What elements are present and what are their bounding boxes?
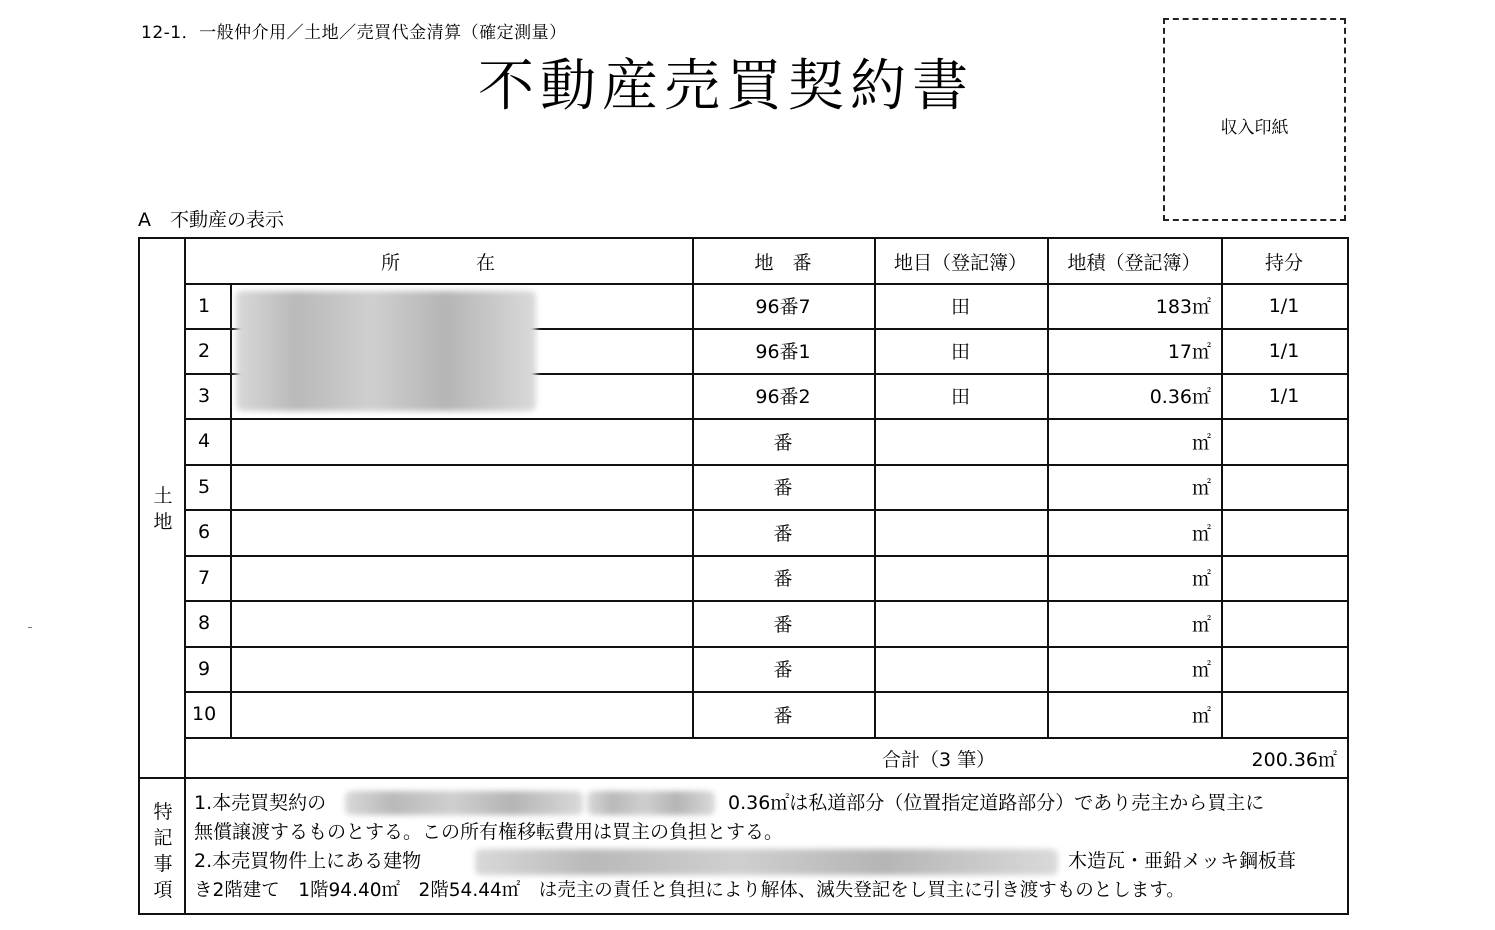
row-number: 1	[198, 294, 211, 317]
header-share: 持分	[1264, 251, 1303, 274]
row-number: 8	[198, 612, 211, 634]
lot-number: 番	[773, 522, 793, 545]
redacted-location	[236, 291, 536, 411]
row-number: 5	[198, 475, 211, 498]
lot-number: 番	[773, 431, 793, 454]
note-line-1b: 0.36㎡は私道部分（位置指定道路部分）であり売主から買主に	[728, 792, 1265, 814]
land-area: ㎡	[1191, 568, 1211, 590]
land-group-label: 土地	[153, 485, 173, 533]
land-area: ㎡	[1191, 522, 1211, 545]
form-code: 12-1．一般仲介用／土地／売買代金清算（確定測量）	[141, 23, 567, 43]
redacted-text	[475, 849, 1058, 875]
document-title: 不動産売買契約書	[478, 54, 974, 119]
land-area: 17㎡	[1167, 341, 1211, 363]
total-area: 200.36㎡	[1251, 748, 1337, 771]
revenue-stamp-label: 収入印紙	[1220, 118, 1289, 138]
lot-number: 番	[773, 568, 793, 590]
land-table	[138, 237, 1349, 915]
row-number: 9	[198, 657, 211, 680]
land-area: ㎡	[1191, 431, 1211, 454]
land-area: ㎡	[1191, 477, 1211, 499]
header-land-category: 地目（登記簿）	[893, 251, 1027, 274]
header-land-area: 地積（登記簿）	[1067, 251, 1201, 274]
lot-number: 番	[773, 477, 793, 499]
lot-number: 96番7	[755, 296, 811, 318]
land-area: ㎡	[1191, 659, 1211, 681]
lot-number: 番	[773, 659, 793, 681]
header-location: 所 在	[380, 251, 495, 274]
note-line-3a: 2.本売買物件上にある建物	[194, 850, 422, 872]
land-area: 183㎡	[1155, 296, 1211, 318]
land-share: 1/1	[1268, 294, 1300, 317]
land-share: 1/1	[1268, 339, 1300, 362]
margin-mark	[28, 627, 32, 628]
total-label: 合計（3 筆）	[882, 748, 996, 771]
land-area: ㎡	[1191, 704, 1211, 727]
land-category: 田	[950, 296, 970, 318]
land-share: 1/1	[1268, 384, 1300, 407]
land-area: ㎡	[1191, 613, 1211, 636]
lot-number: 96番1	[755, 341, 811, 363]
land-area: 0.36㎡	[1149, 386, 1211, 408]
note-line-1a: 1.本売買契約の	[194, 792, 327, 814]
redacted-text	[345, 791, 583, 815]
row-number: 2	[198, 339, 211, 362]
row-number: 6	[198, 521, 211, 543]
row-number: 4	[198, 430, 211, 452]
special-notes-label: 特記事項	[153, 801, 173, 901]
land-category: 田	[950, 386, 970, 408]
lot-number: 番	[773, 704, 793, 727]
redacted-text	[587, 791, 715, 815]
header-lot-number: 地 番	[754, 251, 812, 274]
section-a-heading: A 不動産の表示	[138, 209, 284, 231]
note-line-4: き2階建て 1階94.40㎡ 2階54.44㎡ は売主の責任と負担により解体、滅失登記をし買主に引き渡すものとします。	[194, 880, 1185, 901]
note-line-2: 無償譲渡するものとする。この所有権移転費用は買主の負担とする。	[194, 821, 784, 843]
land-category: 田	[950, 341, 970, 363]
note-line-3b: 木造瓦・亜鉛メッキ鋼板葺	[1068, 850, 1297, 872]
revenue-stamp-box	[1163, 18, 1346, 221]
lot-number: 96番2	[755, 386, 811, 408]
row-number: 7	[198, 566, 211, 589]
row-number: 10	[192, 703, 217, 725]
row-number: 3	[198, 384, 211, 407]
lot-number: 番	[773, 613, 793, 636]
